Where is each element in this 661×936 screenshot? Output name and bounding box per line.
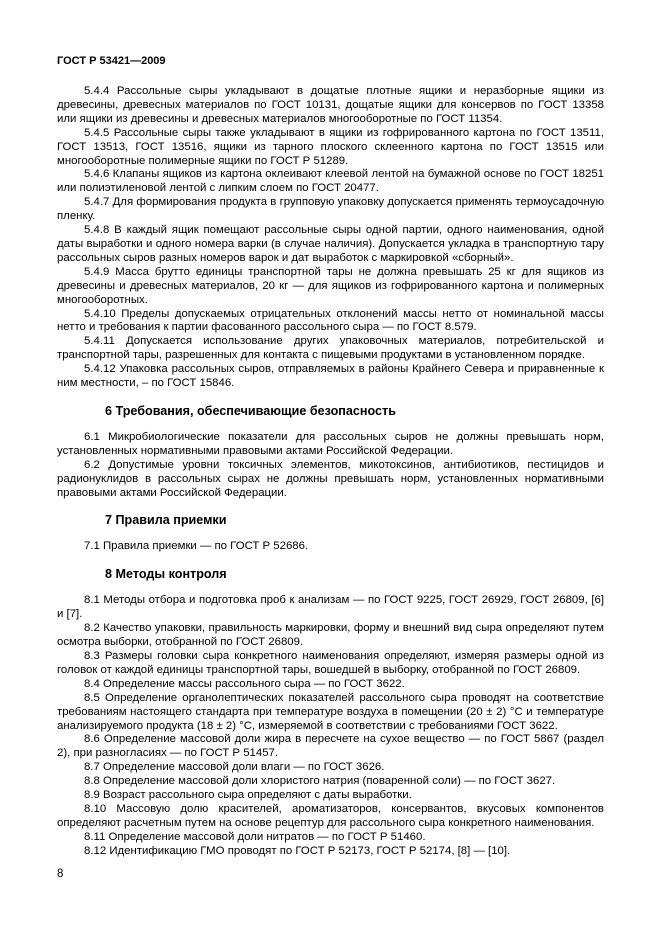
paragraph-5-4-12: 5.4.12 Упаковка рассольных сыров, отправляемых в районы Крайнего Севера и приравненные к ним местности, – по ГОСТ 15846. bbox=[57, 363, 604, 390]
paragraph-8-4: 8.4 Определение массы рассольного сыра — по ГОСТ 3622. bbox=[84, 677, 405, 690]
section-heading-8: 8 Методы контроля bbox=[105, 567, 227, 582]
paragraph-5-4-8: 5.4.8 В каждый ящик помещают рассольные сыры одной партии, одного наименования, одной даты выработки и одного номера варки (в случае наличия). Допускается укладка в транспортную тару рассольных сыров разных номеров варок и дат выработок с маркировкой «сборный». bbox=[57, 224, 604, 264]
document-body bbox=[57, 85, 604, 859]
section-heading-6: 6 Требования, обеспечивающие безопасность bbox=[105, 403, 396, 418]
paragraph-7-1: 7.1 Правила приемки — по ГОСТ Р 52686. bbox=[84, 540, 309, 553]
paragraph-8-8: 8.8 Определение массовой доли хлористого натрия (поваренной соли) — по ГОСТ 3627. bbox=[84, 775, 556, 788]
paragraph-8-3: 8.3 Размеры головки сыра конкретного наименования определяют, измеряя размеры одной из головок от каждой единицы транспортной тары, вошедшей в выборку, отобранной по ГОСТ 26809. bbox=[57, 650, 604, 676]
paragraph-8-6: 8.6 Определение массовой доли жира в пересчете на сухое вещество — по ГОСТ 5867 (раздел 2), при разногласиях — по ГОСТ Р 51457. bbox=[57, 733, 604, 760]
paragraph-8-10: 8.10 Массовую долю красителей, ароматизаторов, консервантов, вкусовых компонентов определяют расчетным путем на основе рецептур для рассольного сыра конкретного наименования. bbox=[57, 802, 604, 829]
paragraph-5-4-6: 5.4.6 Клапаны ящиков из картона оклеивают клеевой лентой на бумажной основе по ГОСТ 18251 или полиэтиленовой лентой с липким слоем по ГОСТ 20477. bbox=[57, 168, 604, 195]
paragraph-5-4-5: 5.4.5 Рассольные сыры также укладывают в ящики из гофрированного картона по ГОСТ 13511, ГОСТ 13513, ГОСТ 13516, ящики из тарного плоского склеенного картона по ГОСТ 13515 или многооборотные полимерные ящики по ГОСТ Р 51289. bbox=[57, 126, 604, 167]
paragraph-5-4-11: 5.4.11 Допускается использование других упаковочных материалов, потребительской и транспортной тары, разрешенных для контакта с пищевыми продуктами в установленном порядке. bbox=[57, 335, 604, 362]
document-header: ГОСТ Р 53421—2009 bbox=[57, 55, 166, 67]
page-number: 8 bbox=[57, 868, 64, 880]
paragraph-8-7: 8.7 Определение массовой доли влаги — по ГОСТ 3626. bbox=[84, 761, 385, 774]
paragraph-6-2: 6.2 Допустимые уровни токсичных элементов, микотоксинов, антибиотиков, пестицидов и радионуклидов в рассольных сырах не должны превышать норм, установленных нормативными правовыми актами Российской Федерации. bbox=[57, 458, 604, 499]
paragraph-8-1: 8.1 Методы отбора и подготовка проб к анализам — по ГОСТ 9225, ГОСТ 26929, ГОСТ 26809, [6] и [7]. bbox=[57, 594, 604, 621]
paragraph-5-4-7: 5.4.7 Для формирования продукта в групповую упаковку допускается применять термоусадочную пленку. bbox=[57, 196, 604, 223]
paragraph-8-5: 8.5 Определение органолептических показателей рассольного сыра проводят на соответствие требованиям настоящего стандарта при температуре воздуха в помещении (20 ± 2) °С и температуре анализируемого продукта (18 ± 2) °С, измеряемой в соответствии с требованиями ГОСТ 3622. bbox=[57, 691, 604, 732]
paragraph-6-1: 6.1 Микробиологические показатели для рассольных сыров не должны превышать норм, установленных нормативными правовыми актами Российской Федерации. bbox=[57, 430, 604, 457]
paragraph-8-12: 8.12 Идентификацию ГМО проводят по ГОСТ Р 52173, ГОСТ Р 52174, [8] — [10]. bbox=[84, 844, 511, 857]
paragraph-8-2: 8.2 Качество упаковки, правильность маркировки, форму и внешний вид сыра определяют путем осмотра выборки, отобранной по ГОСТ 26809. bbox=[57, 622, 604, 649]
paragraph-8-9: 8.9 Возраст рассольного сыра определяют с даты выработки. bbox=[84, 789, 412, 802]
paragraph-5-4-4: 5.4.4 Рассольные сыры укладывают в дощатые плотные ящики и неразборные ящики из древесины, древесных материалов по ГОСТ 10131, дощатые ящики для консервов по ГОСТ 13358 или ящики из древесины и древесных материалов многооборотные по ГОСТ 11354. bbox=[57, 85, 604, 125]
section-heading-7: 7 Правила приемки bbox=[105, 513, 227, 528]
paragraph-5-4-10: 5.4.10 Пределы допускаемых отрицательных отклонений массы нетто от номинальной массы нетто и требования к партии фасованного рассольного сыра — по ГОСТ 8.579. bbox=[57, 307, 604, 334]
paragraph-8-11: 8.11 Определение массовой доли нитратов — по ГОСТ Р 51460. bbox=[84, 830, 426, 843]
paragraph-5-4-9: 5.4.9 Масса брутто единицы транспортной тары не должна превышать 25 кг для ящиков из древесины и древесных материалов, 20 кг — для ящиков из гофрированного картона и полимерных многооборотных. bbox=[57, 265, 604, 306]
